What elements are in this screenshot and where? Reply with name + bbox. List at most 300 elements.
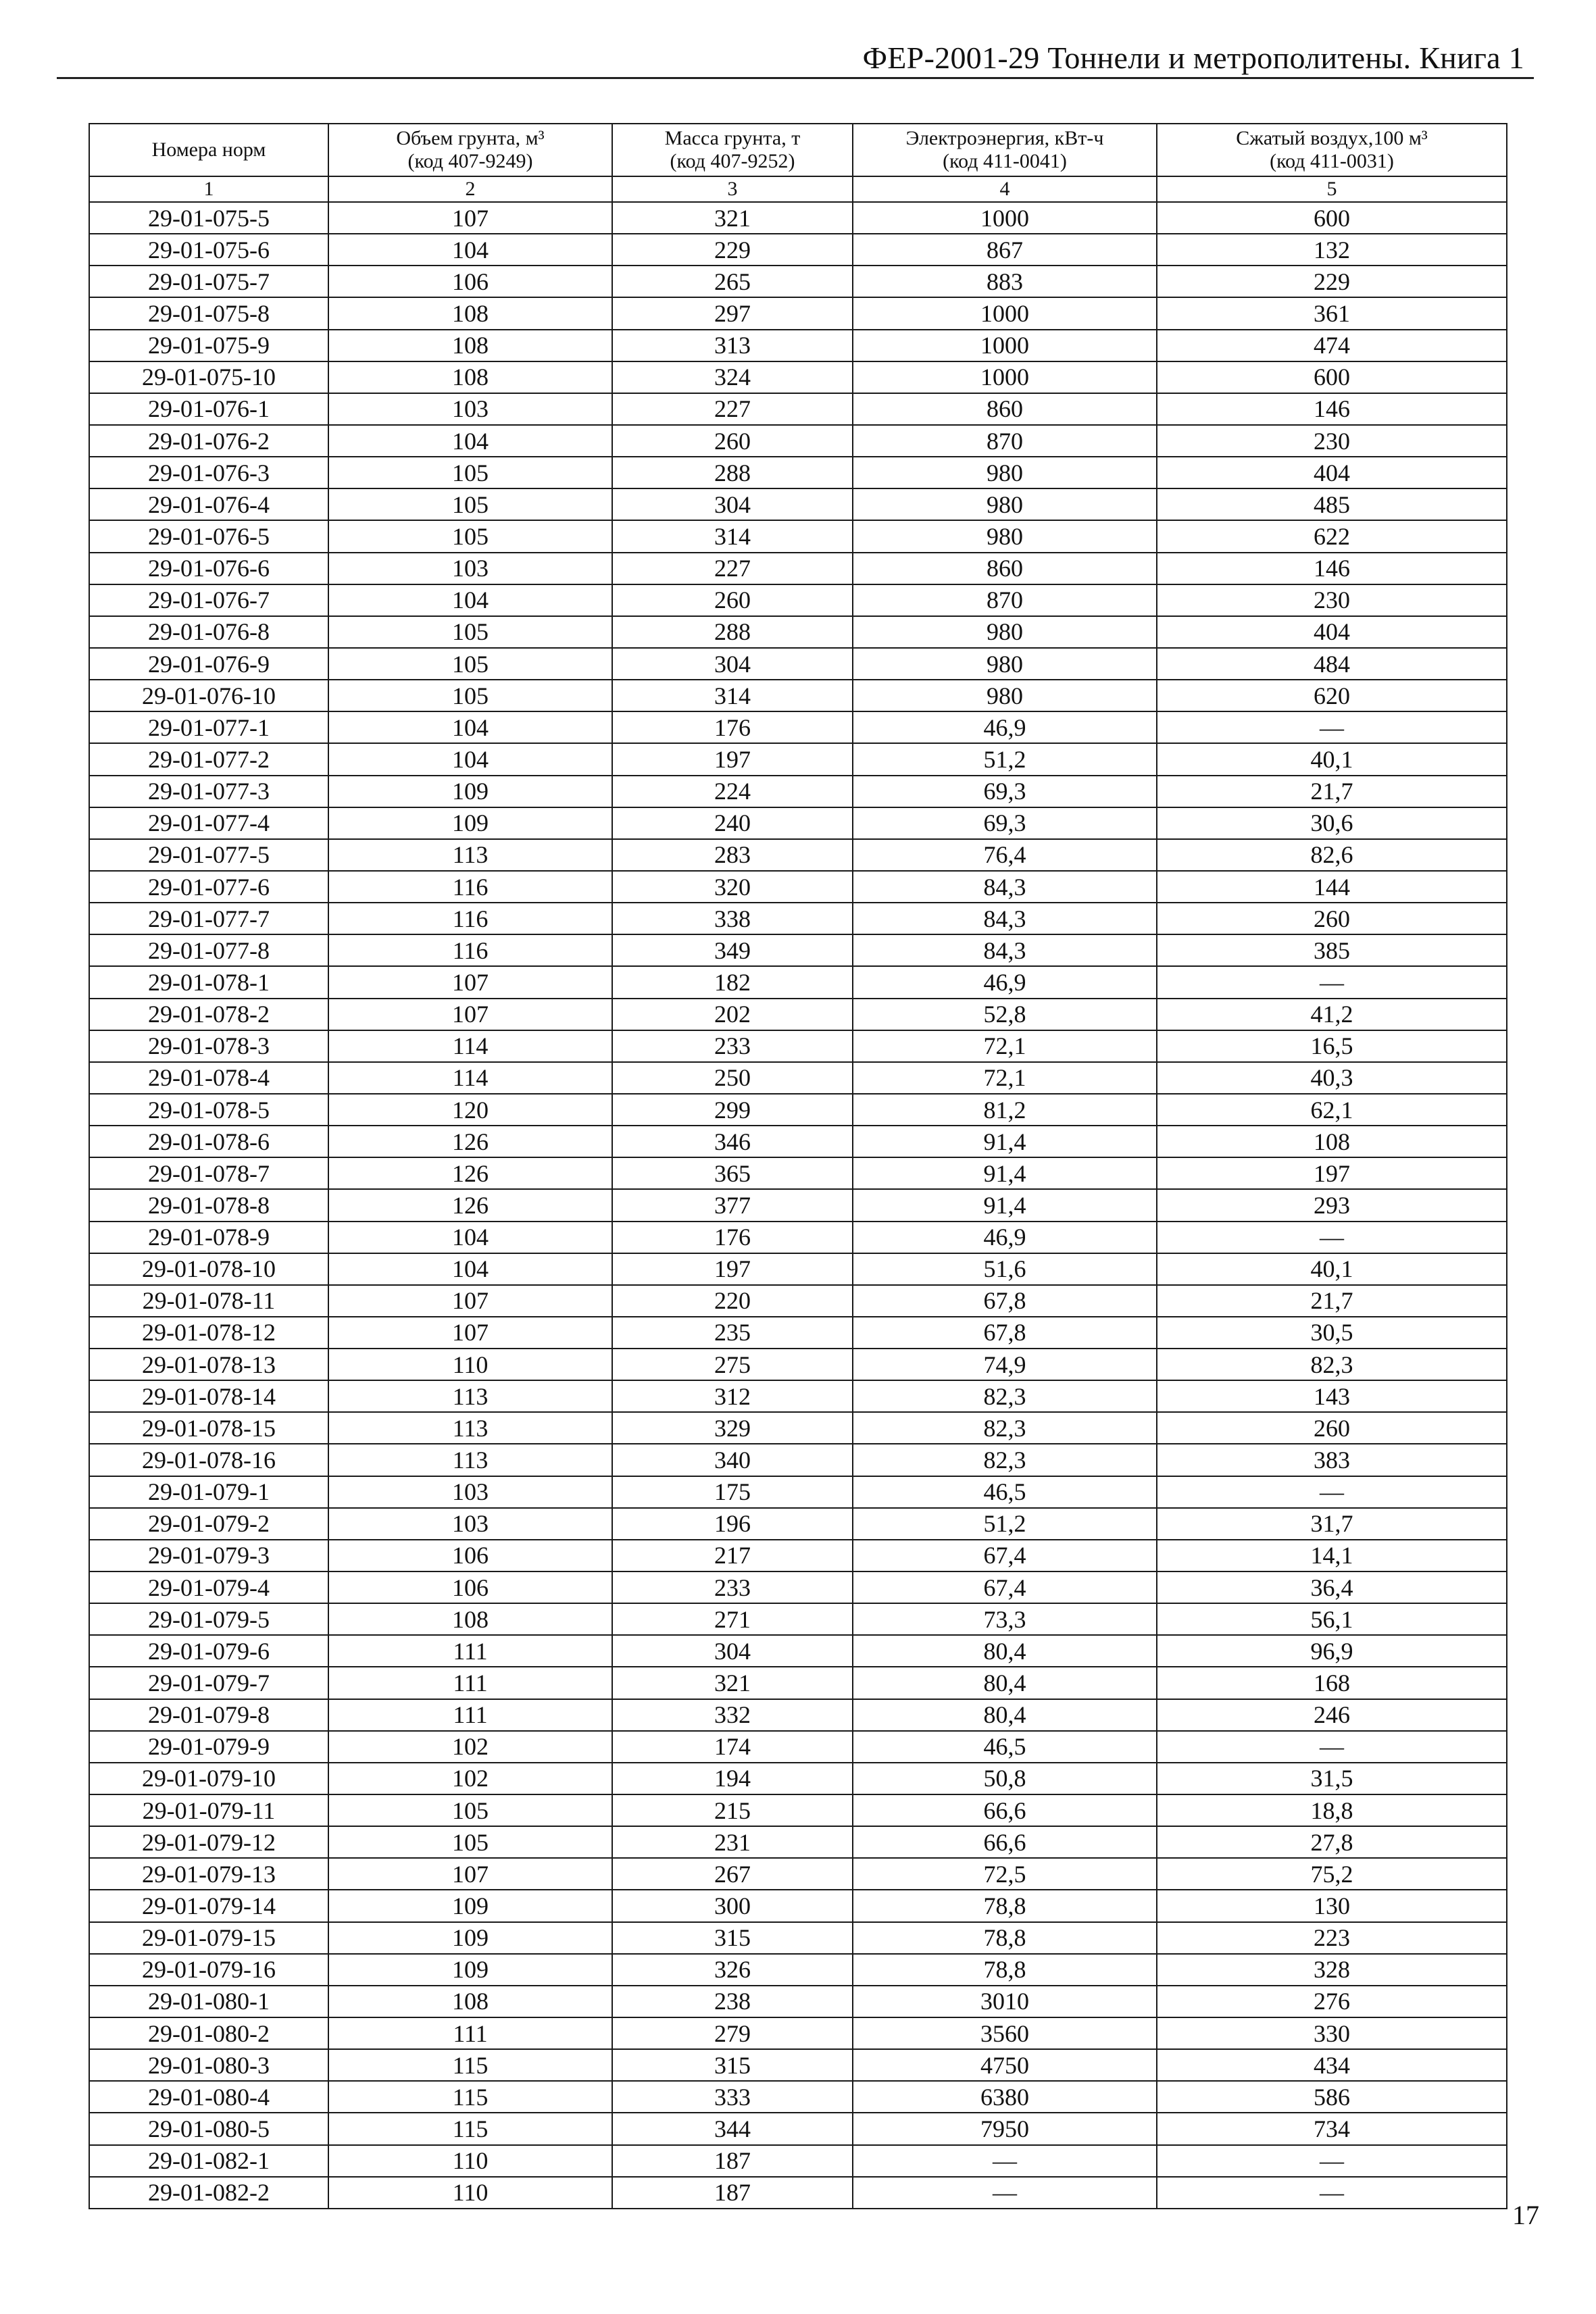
table-cell: 329 [612,1412,853,1444]
table-cell: 361 [1157,297,1507,329]
table-cell: 73,3 [853,1603,1157,1635]
table-cell: 260 [612,584,853,616]
table-cell: 340 [612,1444,853,1476]
table-row [89,1030,1507,1062]
norm-number-cell: 29-01-077-8 [89,934,328,966]
table-cell: 103 [328,1508,612,1540]
table-cell: 30,6 [1157,807,1507,839]
table-cell: 113 [328,839,612,871]
norm-number-cell: 29-01-078-13 [89,1349,328,1380]
table-cell: 227 [612,393,853,425]
table-cell: 40,3 [1157,1062,1507,1094]
table-cell: 346 [612,1126,853,1157]
table-row [89,1986,1507,2017]
table-row [89,361,1507,393]
column-number-row [89,176,1507,202]
header-code: (код 411-0031) [1270,150,1394,172]
norm-number-cell: 29-01-078-16 [89,1444,328,1476]
table-cell: — [1157,2177,1507,2209]
norm-number-cell: 29-01-076-8 [89,616,328,648]
table-cell: 116 [328,903,612,934]
table-cell: 197 [612,743,853,775]
table-cell: 980 [853,680,1157,711]
table-row [89,1380,1507,1412]
table-cell: 91,4 [853,1189,1157,1221]
table-row [89,425,1507,457]
table-cell: 113 [328,1380,612,1412]
table-cell: 96,9 [1157,1635,1507,1667]
table-cell: 860 [853,393,1157,425]
table-cell: 7950 [853,2113,1157,2144]
table-cell: 46,9 [853,1222,1157,1253]
table-cell: 21,7 [1157,1285,1507,1317]
table-cell: 106 [328,1540,612,1571]
table-cell: 233 [612,1571,853,1603]
norm-number-cell: 29-01-079-6 [89,1635,328,1667]
table-cell: 288 [612,616,853,648]
table-cell: — [1157,966,1507,998]
table-cell: 107 [328,966,612,998]
table-row [89,1954,1507,1986]
table-cell: 283 [612,839,853,871]
table-row [89,266,1507,297]
header-cell [853,124,1157,176]
table-cell: 105 [328,680,612,711]
table-cell: 115 [328,2113,612,2144]
table-cell: 229 [1157,266,1507,297]
norm-number-cell: 29-01-078-1 [89,966,328,998]
table-row [89,1317,1507,1349]
table-cell: 321 [612,1667,853,1699]
table-row [89,2081,1507,2113]
table-cell: 110 [328,1349,612,1380]
table-cell: 1000 [853,202,1157,234]
table-cell: 474 [1157,330,1507,361]
norm-number-cell: 29-01-079-10 [89,1763,328,1794]
header-row [89,124,1507,176]
table-cell: 238 [612,1986,853,2017]
norm-number-cell: 29-01-075-6 [89,234,328,266]
header-cell [328,124,612,176]
table-row [89,1603,1507,1635]
column-number-cell: 1 [89,176,328,202]
table-cell: 271 [612,1603,853,1635]
table-cell: 620 [1157,680,1507,711]
table-cell: 230 [1157,584,1507,616]
norm-number-cell: 29-01-079-13 [89,1858,328,1890]
table-row [89,488,1507,520]
table-row [89,202,1507,234]
table-cell: 111 [328,2017,612,2049]
norm-number-cell: 29-01-082-2 [89,2177,328,2209]
norm-number-cell: 29-01-078-12 [89,1317,328,1349]
table-cell: 105 [328,616,612,648]
table-row [89,1189,1507,1221]
table-row [89,2113,1507,2144]
table-row [89,871,1507,903]
table-cell: 196 [612,1508,853,1540]
norm-number-cell: 29-01-077-7 [89,903,328,934]
norm-number-cell: 29-01-079-4 [89,1571,328,1603]
column-number-cell: 5 [1157,176,1507,202]
table-cell: 383 [1157,1444,1507,1476]
norm-number-cell: 29-01-078-10 [89,1253,328,1285]
table-cell: 80,4 [853,1667,1157,1699]
table-cell: 586 [1157,2081,1507,2113]
table-row [89,934,1507,966]
table-cell: 300 [612,1890,853,1921]
table-cell: 104 [328,425,612,457]
table-cell: 260 [1157,903,1507,934]
norm-number-cell: 29-01-076-3 [89,457,328,488]
table-cell: 78,8 [853,1890,1157,1921]
table-cell: 126 [328,1157,612,1189]
table-cell: 980 [853,616,1157,648]
table-row [89,1508,1507,1540]
table-row [89,999,1507,1030]
norm-number-cell: 29-01-079-1 [89,1476,328,1508]
table-cell: 107 [328,999,612,1030]
table-cell: 4750 [853,2049,1157,2081]
table-cell: 197 [1157,1157,1507,1189]
table-cell: — [1157,1731,1507,1763]
table-cell: 600 [1157,202,1507,234]
table-cell: 62,1 [1157,1094,1507,1126]
norm-number-cell: 29-01-079-8 [89,1699,328,1731]
table-cell: 304 [612,648,853,680]
table-cell: 103 [328,1476,612,1508]
table-cell: 867 [853,234,1157,266]
table-cell: 883 [853,266,1157,297]
table-cell: 980 [853,520,1157,552]
page-number: 17 [1512,2200,1539,2230]
header-label: Сжатый воздух,100 м³ [1236,127,1428,149]
table-cell: 105 [328,488,612,520]
table-cell: 21,7 [1157,776,1507,807]
table-cell: 102 [328,1731,612,1763]
norm-number-cell: 29-01-079-14 [89,1890,328,1921]
table-cell: 126 [328,1126,612,1157]
table-cell: 91,4 [853,1157,1157,1189]
norm-number-cell: 29-01-075-7 [89,266,328,297]
table-cell: 104 [328,1222,612,1253]
norm-number-cell: 29-01-082-1 [89,2145,328,2177]
table-cell: 103 [328,553,612,584]
table-row [89,1571,1507,1603]
table-cell: 315 [612,1922,853,1954]
norm-number-cell: 29-01-079-5 [89,1603,328,1635]
table-cell: 51,2 [853,743,1157,775]
table-cell: 107 [328,1285,612,1317]
norm-number-cell: 29-01-076-4 [89,488,328,520]
table-cell: 31,5 [1157,1763,1507,1794]
table-cell: 260 [1157,1412,1507,1444]
table-cell: 279 [612,2017,853,2049]
norm-number-cell: 29-01-079-3 [89,1540,328,1571]
header-code: (код 407-9252) [670,150,795,172]
header-cell [1157,124,1507,176]
table-row [89,1412,1507,1444]
table-cell: 314 [612,520,853,552]
table-cell: 168 [1157,1667,1507,1699]
norm-number-cell: 29-01-076-5 [89,520,328,552]
table-cell: 143 [1157,1380,1507,1412]
table-cell: 82,3 [1157,1349,1507,1380]
table-cell: 197 [612,1253,853,1285]
table-row [89,1699,1507,1731]
table-cell: 76,4 [853,839,1157,871]
table-cell: 860 [853,553,1157,584]
table-cell: 106 [328,266,612,297]
norm-number-cell: 29-01-078-6 [89,1126,328,1157]
table-row [89,743,1507,775]
table-row [89,1826,1507,1858]
header-cell [89,124,328,176]
norm-number-cell: 29-01-076-9 [89,648,328,680]
table-cell: 187 [612,2177,853,2209]
table-cell: 175 [612,1476,853,1508]
table-cell: 288 [612,457,853,488]
table-cell: 66,6 [853,1826,1157,1858]
table-cell: 3010 [853,1986,1157,2017]
table-row [89,1858,1507,1890]
table-cell: 106 [328,1571,612,1603]
table-cell: 41,2 [1157,999,1507,1030]
norm-number-cell: 29-01-080-4 [89,2081,328,2113]
table-cell: 46,5 [853,1476,1157,1508]
table-row [89,2145,1507,2177]
table-cell: 231 [612,1826,853,1858]
table-cell: 115 [328,2049,612,2081]
table-cell: 108 [328,297,612,329]
table-row [89,1157,1507,1189]
table-cell: 82,3 [853,1444,1157,1476]
table-cell: 116 [328,934,612,966]
norm-number-cell: 29-01-077-4 [89,807,328,839]
norm-number-cell: 29-01-076-7 [89,584,328,616]
table-row [89,1062,1507,1094]
table-row [89,1667,1507,1699]
page-title: ФЕР-2001-29 Тоннели и метрополитены. Книга 1 [862,41,1524,75]
norm-number-cell: 29-01-078-7 [89,1157,328,1189]
table-cell: 187 [612,2145,853,2177]
table-cell: 622 [1157,520,1507,552]
table-row [89,1922,1507,1954]
table-row [89,776,1507,807]
table-cell: 174 [612,1731,853,1763]
table-cell: 870 [853,425,1157,457]
table-cell: 734 [1157,2113,1507,2144]
table-cell: 215 [612,1794,853,1826]
table-cell: 330 [1157,2017,1507,2049]
table-cell: 105 [328,1826,612,1858]
table-cell: 484 [1157,648,1507,680]
table-row [89,393,1507,425]
norm-number-cell: 29-01-076-10 [89,680,328,711]
table-cell: 146 [1157,553,1507,584]
table-cell: 321 [612,202,853,234]
table-cell: 105 [328,648,612,680]
table-cell: 235 [612,1317,853,1349]
header-code: (код 407-9249) [407,150,533,172]
table-cell: 404 [1157,616,1507,648]
table-cell: — [1157,1222,1507,1253]
norm-number-cell: 29-01-076-1 [89,393,328,425]
table-cell: 109 [328,1954,612,1986]
table-cell: 304 [612,1635,853,1667]
norm-number-cell: 29-01-078-9 [89,1222,328,1253]
table-cell: 328 [1157,1954,1507,1986]
table-cell: 109 [328,1890,612,1921]
table-row [89,680,1507,711]
table-cell: 27,8 [1157,1826,1507,1858]
table-cell: 56,1 [1157,1603,1507,1635]
table-row [89,1222,1507,1253]
table-cell: 233 [612,1030,853,1062]
table-cell: 312 [612,1380,853,1412]
table-cell: 223 [1157,1922,1507,1954]
table-row [89,553,1507,584]
norm-number-cell: 29-01-077-1 [89,711,328,743]
norm-number-cell: 29-01-078-15 [89,1412,328,1444]
table-cell: 313 [612,330,853,361]
table-cell: 202 [612,999,853,1030]
table-row [89,648,1507,680]
table-cell: 116 [328,871,612,903]
table-cell: 82,3 [853,1380,1157,1412]
table-row [89,1540,1507,1571]
table-cell: 980 [853,457,1157,488]
norm-number-cell: 29-01-075-10 [89,361,328,393]
table-cell: 104 [328,584,612,616]
norm-number-cell: 29-01-075-9 [89,330,328,361]
table-cell: 108 [328,1603,612,1635]
table-cell: 338 [612,903,853,934]
table-row [89,297,1507,329]
table-cell: 67,4 [853,1540,1157,1571]
table-cell: 67,4 [853,1571,1157,1603]
norm-number-cell: 29-01-078-11 [89,1285,328,1317]
norm-number-cell: 29-01-078-5 [89,1094,328,1126]
table-row [89,2049,1507,2081]
table-cell: 194 [612,1763,853,1794]
table-cell: 980 [853,648,1157,680]
table-cell: 107 [328,1858,612,1890]
table-cell: 870 [853,584,1157,616]
table-cell: 40,1 [1157,1253,1507,1285]
header-label: Объем грунта, м³ [396,127,545,149]
column-number-cell: 2 [328,176,612,202]
table-cell: 230 [1157,425,1507,457]
table-row [89,1285,1507,1317]
table-cell: 176 [612,1222,853,1253]
table-cell: 349 [612,934,853,966]
table-cell: 110 [328,2145,612,2177]
table-cell: 69,3 [853,776,1157,807]
table-row [89,1763,1507,1794]
table-cell: 105 [328,457,612,488]
norm-number-cell: 29-01-080-5 [89,2113,328,2144]
table-cell: 250 [612,1062,853,1094]
table-cell: 182 [612,966,853,998]
norm-number-cell: 29-01-077-3 [89,776,328,807]
table-cell: 1000 [853,361,1157,393]
table-cell: 30,5 [1157,1317,1507,1349]
table-cell: 67,8 [853,1317,1157,1349]
header-cell [612,124,853,176]
table-cell: 46,5 [853,1731,1157,1763]
table-cell: 40,1 [1157,743,1507,775]
table-row [89,807,1507,839]
table-cell: 227 [612,553,853,584]
table-cell: 365 [612,1157,853,1189]
table-cell: 82,6 [1157,839,1507,871]
norm-number-cell: 29-01-079-11 [89,1794,328,1826]
table-cell: 126 [328,1189,612,1221]
table-cell: 130 [1157,1890,1507,1921]
norm-number-cell: 29-01-077-6 [89,871,328,903]
norm-number-cell: 29-01-078-8 [89,1189,328,1221]
table-cell: 108 [328,1986,612,2017]
table-cell: 105 [328,1794,612,1826]
table-cell: — [853,2145,1157,2177]
norm-number-cell: 29-01-076-6 [89,553,328,584]
table-cell: 111 [328,1699,612,1731]
table-cell: 104 [328,711,612,743]
table-cell: 333 [612,2081,853,2113]
norm-number-cell: 29-01-079-2 [89,1508,328,1540]
table-row [89,234,1507,266]
norm-number-cell: 29-01-080-2 [89,2017,328,2049]
table-row [89,1890,1507,1921]
table-cell: 50,8 [853,1763,1157,1794]
table-cell: 14,1 [1157,1540,1507,1571]
norm-number-cell: 29-01-079-15 [89,1922,328,1954]
table-cell: 297 [612,297,853,329]
table-cell: 299 [612,1094,853,1126]
table-cell: 78,8 [853,1922,1157,1954]
table-cell: 109 [328,807,612,839]
table-cell: 265 [612,266,853,297]
table-cell: 332 [612,1699,853,1731]
norm-number-cell: 29-01-079-7 [89,1667,328,1699]
page-header [57,39,1534,79]
norm-number-cell: 29-01-080-1 [89,1986,328,2017]
table-cell: 104 [328,743,612,775]
table-cell: 6380 [853,2081,1157,2113]
table-row [89,520,1507,552]
norm-number-cell: 29-01-075-5 [89,202,328,234]
table-row [89,839,1507,871]
table-cell: 108 [328,361,612,393]
norm-number-cell: 29-01-078-14 [89,1380,328,1412]
table-cell: 108 [328,330,612,361]
table-cell: 31,7 [1157,1508,1507,1540]
norm-number-cell: 29-01-079-16 [89,1954,328,1986]
table-cell: 293 [1157,1189,1507,1221]
table-cell: 377 [612,1189,853,1221]
table-cell: 224 [612,776,853,807]
table-cell: 144 [1157,871,1507,903]
table-cell: 260 [612,425,853,457]
table-cell: 111 [328,1635,612,1667]
table-cell: 485 [1157,488,1507,520]
table-cell: 120 [328,1094,612,1126]
table-cell: 16,5 [1157,1030,1507,1062]
table-cell: 314 [612,680,853,711]
table-cell: 109 [328,1922,612,1954]
table-cell: 1000 [853,297,1157,329]
